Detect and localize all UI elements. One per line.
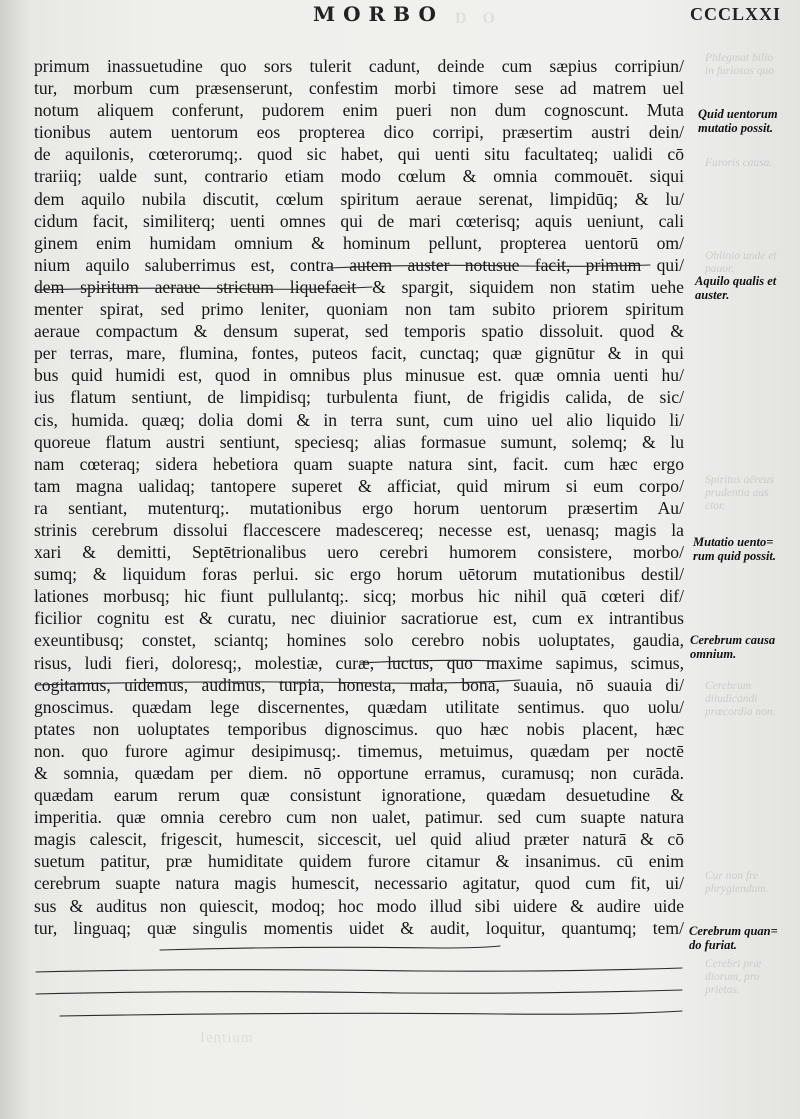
text-line: de aquilonis, cœterorumq;. quod sic habet, qui uenti situ facultateq; ualidi cō (34, 144, 684, 165)
margin-note-cerebrum-causa (690, 633, 798, 661)
text-line: strinis cerebrum dissolui flaccescere madescereq; necesse est, uenasq; magis la (34, 519, 684, 540)
folio-number: CCCLXXI (690, 4, 782, 24)
text-line: xari & demitti, Septētrionalibus uero cerebri humorem consistere, morbo/ (34, 542, 684, 563)
margin-note-line: Quid uentorum (698, 107, 778, 121)
text-line: ginem enim humidam omnium & hominum pellunt, propterea uentorū om/ (34, 232, 684, 253)
text-line: exeuntibusq; constet, sciantq; homines solo cerebro nobis uoluptates, gaudia, (34, 630, 684, 651)
text-line: ra sentiant, mutenturq;. mutationibus ergo horum uentorum præsertim Au/ (34, 497, 684, 518)
text-line: cis, humida. quæq; dolia domi & in terra sunt, cum uino uel alio liquido li/ (34, 409, 684, 430)
underline-mark (60, 1011, 682, 1016)
text-line: aeraue compactum & densum superat, sed temporis spatio dissoluit. quod & (34, 321, 684, 342)
margin-note-line: Aquilo qualis et (695, 274, 777, 288)
text-line: ficilior cognitu est & curatu, nec diuinior sacratiorue est, cum ex intrantibus (34, 608, 684, 629)
text-line: dem spiritum aeraue strictum liquefacit & spargit, siquidem non statim uehe (34, 276, 684, 297)
text-line: ptates non uoluptates temporibus dignoscimus. quo hæc nobis placent, hæc (34, 718, 684, 739)
text-line: cerebrum suapte natura magis humescit, necessario agitatur, quod cum fit, ui/ (34, 873, 684, 894)
text-line: non. quo furore agimur desipimusq;. timemus, metuimus, quædam per noctē (34, 740, 684, 761)
text-line: suetum patitur, præ humiditate quidem furore citamur & insanimus. cū enim (34, 851, 684, 872)
margin-note-line: auster. (695, 288, 730, 302)
text-line: menter spirat, sed primo leniter, quoniam non tam subito priorem spiritum (34, 299, 684, 320)
text-line: tam magna ualidaq; tantopere superet & afficiat, quid mirum si eum corpo/ (34, 475, 684, 496)
text-line: notum aliquem conferunt, pudorem enim pueri non dum cognoscunt. Muta (34, 100, 684, 121)
text-line: sus & auditus non quiescit, modoq; hoc modo illud sibi uidere & audire uide (34, 895, 684, 916)
text-line: quædam earum rerum quæ consistunt ignoratione, quædam desuetudine & (34, 785, 684, 806)
show-through-note: Phlegmat bilio in furiosos quo (705, 52, 775, 77)
text-line: bus quid humidi est, quod in omnibus plus minusue est. quæ omnia uenti hu/ (34, 365, 684, 386)
margin-note-mutatio (693, 535, 800, 563)
text-line: trariiq; ualde sunt, contrario etiam modo cœlum & omnia commouēt. siqui (34, 166, 684, 187)
show-through-note: Spiritus aëreus prudentia aus ctor. (705, 474, 774, 512)
underline-mark (36, 990, 682, 994)
text-line: cidum facit, similiterq; uenti omnes qui de mari cœterisq; aquis ueniunt, cali (34, 210, 684, 231)
text-line: tionibus autem uentorum eos propterea dico corripi, præsertim austri dein/ (34, 122, 684, 143)
show-through-note: Cerebri præ diorum, pro prietas. (705, 958, 762, 996)
text-line: quoreue flatum austri sentiunt, speciesq; alias formasue sumunt, solemq; & lu (34, 431, 684, 452)
show-through-note: Oblinio unde et pauor. (705, 250, 777, 275)
running-title: MORBO (313, 2, 444, 26)
text-line: & somnia, quædam per diem. nō opportune erramus, curamusq; non curāda. (34, 763, 684, 783)
margin-note-line: do furiat. (689, 938, 737, 952)
margin-note-line: rum quid possit. (693, 549, 777, 563)
margin-note-winds (698, 107, 800, 135)
text-line: gnoscimus. quædam lege discernentes, quædam utilitate sentimus. quo uolu/ (34, 696, 684, 717)
margin-note-aquilo (695, 274, 800, 302)
show-through-note: Cerebrum diiudicandi præcordia non. (705, 680, 776, 718)
margin-note-line: omnium. (690, 647, 737, 661)
margin-note-line: Cerebrum causa (690, 633, 776, 647)
text-line: sumq; & liquidum foras perlui. sic ergo horum uētorum mutationibus destil/ (34, 564, 684, 585)
margin-note-cerebrum-furiat (689, 924, 797, 952)
gutter-shadow (0, 0, 30, 1119)
text-line: ius flatum sentiunt, de limpidisq; turbulenta fiunt, de frigidis calida, de sic/ (34, 387, 684, 408)
text-line: tur, morbum cum præsenserunt, confestim morbi timore sese ad matrem uel (34, 78, 684, 99)
underline-mark (160, 946, 500, 950)
margin-note-line: mutatio possit. (698, 121, 774, 135)
show-through-footer: Ientium (200, 1030, 254, 1046)
margin-note-line: Cerebrum quan= (689, 924, 778, 938)
text-line: nam cœteraq; sidera hebetiora quam suapte natura sint, facit. cum hæc ergo (34, 453, 684, 474)
text-line: risus, ludi fieri, doloresq;, molestiæ, curæ, luctus, quo maxime sapimus, scimus, (34, 652, 684, 673)
show-through-note: Cur non fre phrygiendum. (705, 870, 769, 895)
text-line: dem aquilo nubila discutit, cœlum spiritum aeraue serenat, limpidūq; & lu/ (34, 188, 684, 209)
text-line: primum inassuetudine quo sors tulerit cadunt, deinde cum sæpius corripiun/ (34, 56, 684, 76)
underline-mark (36, 968, 682, 972)
main-text-block (34, 55, 684, 939)
text-line: lationes morbusq; hic fiunt pullulantq;. sicq; morbus hic nihil quā cœteri dif/ (34, 586, 684, 607)
margin-note-line: Mutatio uento= (693, 535, 774, 549)
text-line: cogitamus, uidemus, audimus, turpia, honesta, mala, bona, suauia, nō suauia di/ (34, 674, 684, 695)
show-through-header: D O (455, 10, 501, 27)
text-line: magis calescit, frigescit, humescit, siccescit, uel quid aliud præter naturā & cō (34, 829, 684, 850)
text-line: nium aquilo saluberrimus est, contra autem auster notusue facit, primum qui/ (34, 254, 684, 275)
text-line: per terras, mare, flumina, fontes, puteos facit, cunctaq; quæ gignūtur & in qui (34, 343, 684, 364)
text-line: imperitia. quæ omnia cerebro cum non ualet, patimur. sed cum suapte natura (34, 807, 684, 828)
show-through-note: Furoris causa. (705, 157, 773, 169)
text-line: tur, linguaq; quæ singulis momentis uidet & audit, loquitur, quantumq; tem/ (34, 917, 684, 938)
